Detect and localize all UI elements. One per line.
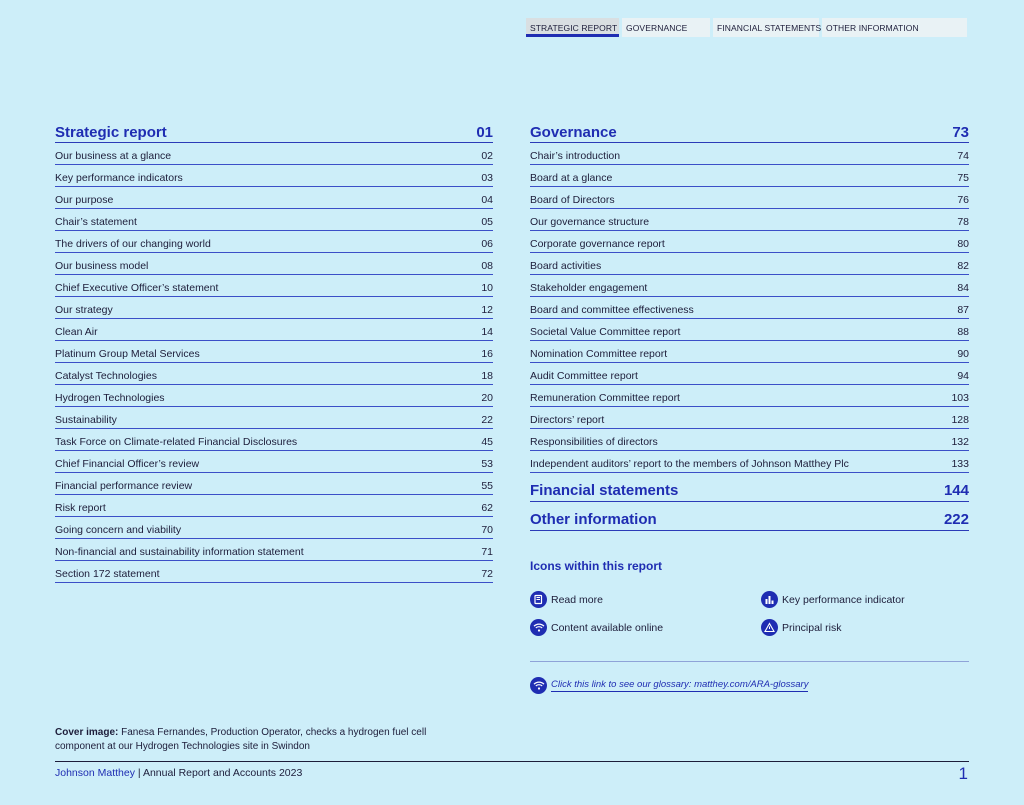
toc-entry-page: 20 bbox=[481, 392, 493, 404]
toc-entry-label: Chair’s statement bbox=[55, 216, 137, 228]
toc-entry[interactable] bbox=[55, 407, 493, 429]
toc-entry-label: Societal Value Committee report bbox=[530, 326, 681, 338]
divider bbox=[530, 661, 969, 662]
toc-entry[interactable] bbox=[530, 275, 969, 297]
legend-risk bbox=[761, 619, 842, 636]
toc-entry-label: Board of Directors bbox=[530, 194, 615, 206]
toc-entry-page: 84 bbox=[957, 282, 969, 294]
toc-entry-label: Nomination Committee report bbox=[530, 348, 668, 360]
toc-entry-page: 75 bbox=[957, 172, 969, 184]
toc-entry[interactable] bbox=[55, 209, 493, 231]
toc-entry-label: Non-financial and sustainability information statement bbox=[55, 546, 304, 558]
toc-entry-label: Stakeholder engagement bbox=[530, 282, 648, 294]
toc-entry-label: Key performance indicators bbox=[55, 172, 183, 184]
toc-entry-page: 22 bbox=[481, 414, 493, 426]
icons-legend-title: Icons within this report bbox=[530, 559, 663, 573]
toc-entry[interactable] bbox=[530, 231, 969, 253]
toc-entry-label: Task Force on Climate-related Financial Disclosures bbox=[55, 436, 298, 448]
toc-entry-label: Risk report bbox=[55, 502, 106, 514]
toc-entry-page: 88 bbox=[957, 326, 969, 338]
tab-governance[interactable]: GOVERNANCE bbox=[622, 18, 710, 37]
toc-entry-page: 71 bbox=[481, 546, 493, 558]
toc-entry-page: 14 bbox=[481, 326, 493, 338]
toc-entry-label: Board activities bbox=[530, 260, 602, 272]
legend-label: Principal risk bbox=[782, 621, 842, 634]
toc-entry-label: Platinum Group Metal Services bbox=[55, 348, 200, 360]
section-page: 01 bbox=[476, 124, 493, 141]
legend-read-more bbox=[530, 591, 603, 608]
wifi-icon bbox=[530, 677, 547, 694]
toc-entry-page: 53 bbox=[481, 458, 493, 470]
toc-section-governance[interactable] bbox=[530, 123, 969, 143]
toc-entry-page: 90 bbox=[957, 348, 969, 360]
toc-entry-label: Chair’s introduction bbox=[530, 150, 621, 162]
glossary-link[interactable]: Click this link to see our glossary: matthey.com/ARA-glossary bbox=[551, 679, 809, 690]
toc-entry-label: Sustainability bbox=[55, 414, 117, 426]
toc-entry-label: Independent auditors’ report to the members of Johnson Matthey Plc bbox=[530, 458, 849, 470]
toc-entry[interactable] bbox=[55, 253, 493, 275]
toc-entry-label: Clean Air bbox=[55, 326, 98, 338]
toc-entry[interactable] bbox=[55, 363, 493, 385]
section-title: Governance bbox=[530, 124, 617, 141]
legend-label: Content available online bbox=[551, 621, 664, 634]
toc-entry-page: 82 bbox=[957, 260, 969, 272]
toc-entry-page: 74 bbox=[957, 150, 969, 162]
toc-entry[interactable] bbox=[530, 429, 969, 451]
toc-governance-column bbox=[530, 123, 969, 531]
toc-entry-page: 78 bbox=[957, 216, 969, 228]
section-page: 144 bbox=[943, 482, 969, 499]
toc-entry-page: 62 bbox=[481, 502, 493, 514]
toc-entry-page: 103 bbox=[951, 392, 969, 404]
toc-entry-label: The drivers of our changing world bbox=[55, 238, 211, 250]
legend-label: Key performance indicator bbox=[782, 593, 905, 606]
toc-entry-label: Chief Executive Officer’s statement bbox=[55, 282, 219, 294]
toc-entry-page: 02 bbox=[481, 150, 493, 162]
toc-entry-label: Responsibilities of directors bbox=[530, 436, 658, 448]
toc-entry[interactable] bbox=[55, 319, 493, 341]
toc-entry-label: Section 172 statement bbox=[55, 568, 160, 580]
toc-entry-page: 72 bbox=[481, 568, 493, 580]
toc-entry[interactable] bbox=[530, 341, 969, 363]
toc-entry[interactable] bbox=[55, 517, 493, 539]
toc-entry[interactable] bbox=[55, 187, 493, 209]
section-title: Other information bbox=[530, 511, 657, 528]
toc-entry[interactable] bbox=[530, 385, 969, 407]
toc-entry-label: Catalyst Technologies bbox=[55, 370, 157, 382]
toc-entry-page: 76 bbox=[957, 194, 969, 206]
toc-entry[interactable] bbox=[55, 561, 493, 583]
toc-entry-page: 08 bbox=[481, 260, 493, 272]
cover-caption bbox=[55, 726, 455, 754]
toc-entry-page: 132 bbox=[951, 436, 969, 448]
toc-entry-page: 03 bbox=[481, 172, 493, 184]
tab-strategic-report[interactable]: STRATEGIC REPORT bbox=[526, 18, 619, 37]
toc-entry-label: Remuneration Committee report bbox=[530, 392, 680, 404]
toc-section-other-information[interactable] bbox=[530, 502, 969, 531]
cover-label: Cover image: bbox=[55, 727, 119, 738]
toc-entry-label: Corporate governance report bbox=[530, 238, 665, 250]
toc-entry[interactable] bbox=[55, 539, 493, 561]
toc-section-financial-statements[interactable] bbox=[530, 473, 969, 502]
toc-entry-label: Our purpose bbox=[55, 194, 114, 206]
toc-entry-label: Board at a glance bbox=[530, 172, 613, 184]
toc-entry-label: Our business at a glance bbox=[55, 150, 172, 162]
toc-entry-label: Chief Financial Officer’s review bbox=[55, 458, 200, 470]
toc-entry-label: Our business model bbox=[55, 260, 149, 272]
toc-entry-page: 18 bbox=[481, 370, 493, 382]
toc-entry-label: Audit Committee report bbox=[530, 370, 638, 382]
toc-entry[interactable] bbox=[530, 187, 969, 209]
legend-kpi bbox=[761, 591, 905, 608]
legend-label: Read more bbox=[551, 593, 603, 606]
toc-entry-page: 94 bbox=[957, 370, 969, 382]
section-title: Financial statements bbox=[530, 482, 679, 499]
toc-entry[interactable] bbox=[55, 451, 493, 473]
toc-entry-page: 87 bbox=[957, 304, 969, 316]
toc-entry-label: Our strategy bbox=[55, 304, 113, 316]
toc-entry[interactable] bbox=[530, 451, 969, 473]
toc-entry[interactable] bbox=[530, 363, 969, 385]
toc-entry[interactable] bbox=[530, 407, 969, 429]
toc-entry[interactable] bbox=[55, 143, 493, 165]
brand-name: Johnson Matthey bbox=[55, 767, 135, 779]
toc-entry-page: 10 bbox=[481, 282, 493, 294]
toc-entry-page: 55 bbox=[481, 480, 493, 492]
section-page: 222 bbox=[943, 511, 969, 528]
glossary-link-row bbox=[530, 677, 808, 694]
toc-entry-label: Hydrogen Technologies bbox=[55, 392, 165, 404]
report-name: Annual Report and Accounts 2023 bbox=[142, 767, 303, 779]
toc-entry[interactable] bbox=[530, 297, 969, 319]
warning-triangle-icon bbox=[761, 619, 778, 636]
page-number: 1 bbox=[958, 764, 968, 783]
toc-entry[interactable] bbox=[55, 429, 493, 451]
toc-entry[interactable] bbox=[530, 319, 969, 341]
top-navigation bbox=[526, 18, 970, 37]
toc-entry[interactable] bbox=[530, 143, 969, 165]
cover-text: Fanesa Fernandes, Production Operator, checks a hydrogen fuel cell component at our Hydrogen Technologies site in Swindon bbox=[55, 727, 427, 752]
toc-entry-page: 04 bbox=[481, 194, 493, 206]
tab-other-information[interactable]: OTHER INFORMATION bbox=[822, 18, 967, 37]
toc-entry[interactable] bbox=[55, 231, 493, 253]
footer-report-title bbox=[55, 767, 302, 779]
tab-financial-statements[interactable]: FINANCIAL STATEMENTS bbox=[713, 18, 819, 37]
toc-strategic-column bbox=[55, 123, 493, 583]
toc-entry[interactable] bbox=[55, 297, 493, 319]
toc-entry[interactable] bbox=[530, 209, 969, 231]
footer-separator: | bbox=[134, 767, 143, 779]
legend-online bbox=[530, 619, 663, 636]
toc-entry[interactable] bbox=[55, 495, 493, 517]
bar-chart-icon bbox=[761, 591, 778, 608]
footer-divider bbox=[55, 761, 969, 762]
toc-entry-page: 70 bbox=[481, 524, 493, 536]
toc-entry[interactable] bbox=[530, 253, 969, 275]
toc-entry-page: 80 bbox=[957, 238, 969, 250]
toc-entry-label: Our governance structure bbox=[530, 216, 650, 228]
toc-entry-page: 45 bbox=[481, 436, 493, 448]
toc-entry[interactable] bbox=[55, 165, 493, 187]
toc-entry-page: 06 bbox=[481, 238, 493, 250]
toc-entry[interactable] bbox=[530, 165, 969, 187]
section-title: Strategic report bbox=[55, 124, 167, 141]
toc-entry-page: 12 bbox=[481, 304, 493, 316]
toc-entry[interactable] bbox=[55, 275, 493, 297]
toc-entry-page: 16 bbox=[481, 348, 493, 360]
section-page: 73 bbox=[952, 124, 969, 141]
toc-entry[interactable] bbox=[55, 341, 493, 363]
toc-entry[interactable] bbox=[55, 385, 493, 407]
toc-entry-label: Board and committee effectiveness bbox=[530, 304, 694, 316]
toc-entry-label: Financial performance review bbox=[55, 480, 193, 492]
book-icon bbox=[530, 591, 547, 608]
wifi-icon bbox=[530, 619, 547, 636]
toc-entry-page: 05 bbox=[481, 216, 493, 228]
toc-entry-page: 133 bbox=[951, 458, 969, 470]
toc-entry-label: Going concern and viability bbox=[55, 524, 182, 536]
toc-entry[interactable] bbox=[55, 473, 493, 495]
toc-entry-label: Directors’ report bbox=[530, 414, 605, 426]
toc-entry-page: 128 bbox=[951, 414, 969, 426]
toc-section-strategic-report[interactable] bbox=[55, 123, 493, 143]
